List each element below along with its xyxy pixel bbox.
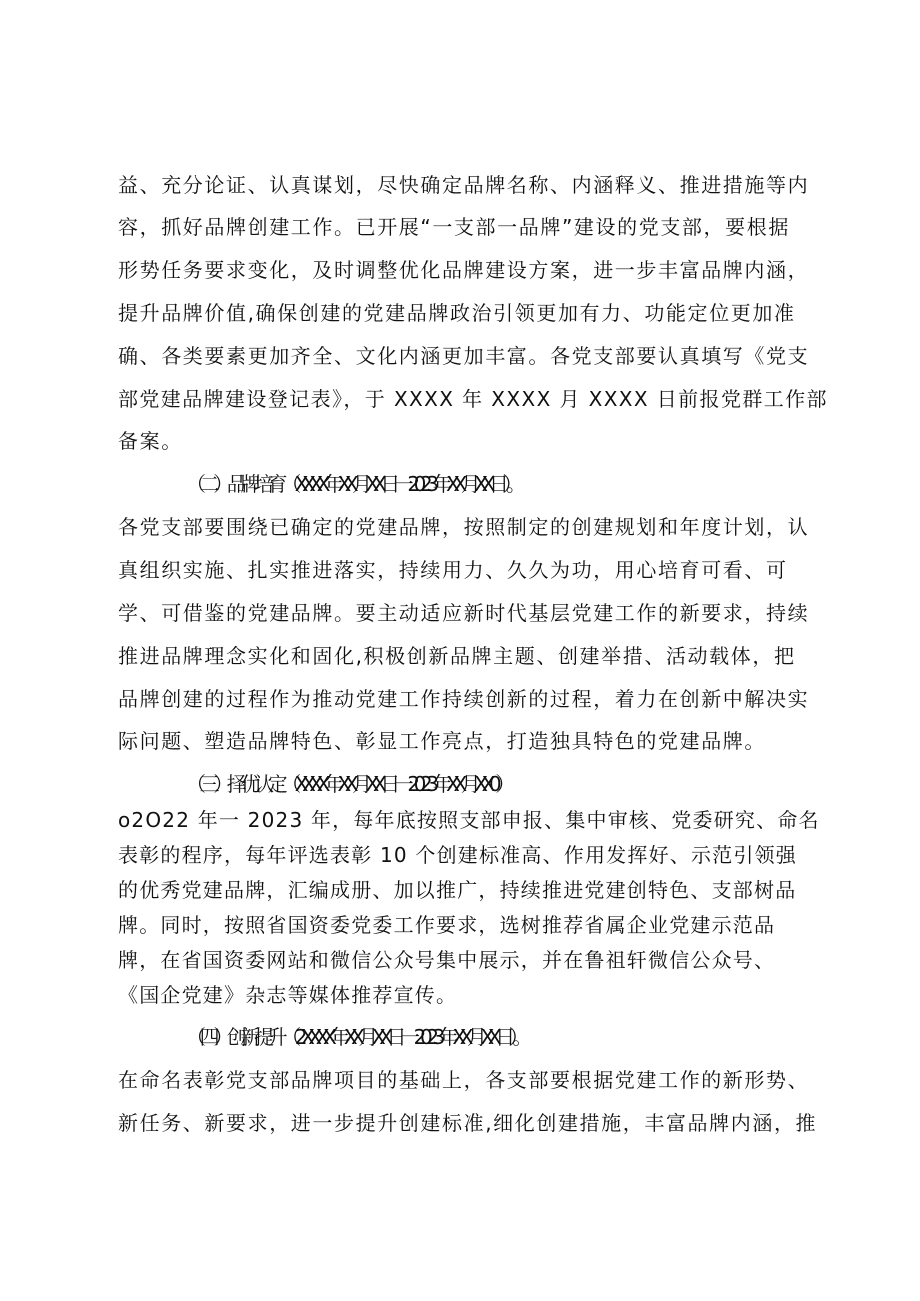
text-line: 在命名表彰党支部品牌项目的基础上，各支部要根据党建工作的新形势、	[118, 1068, 810, 1092]
text-line: 际问题、塑造品牌特色、彰显工作亮点，打造独具特色的党建品牌。	[118, 729, 766, 753]
text-line: 学、可借鉴的党建品牌。要主动适应新时代基层党建工作的新要求，持续	[118, 601, 810, 625]
text-line: 《国企党建》杂志等媒体推荐宣传。	[118, 983, 458, 1007]
text-line: 确、各类要素更加齐全、文化内涵更加丰富。各党支部要认真填写《党支	[118, 344, 810, 368]
text-line: 各党支部要围绕已确定的党建品牌，按照制定的创建规划和年度计划，认	[118, 515, 810, 539]
text-line: 推进品牌理念实化和固化,积极创新品牌主题、创建举措、活动载体，把	[118, 644, 796, 668]
text-line: 品牌创建的过程作为推动党建工作持续创新的过程，着力在创新中解决实	[118, 687, 810, 711]
text-line: 容，抓好品牌创建工作。已开展“一支部一品牌”建设的党支部，要根据	[118, 215, 790, 239]
text-line: 益、充分论证、认真谋划，尽快确定品牌名称、内涵释义、推进措施等内	[118, 173, 810, 197]
section-heading-innovation-upgrade: （四）创新提升（2XXXX 年 XX 月 XX 日一 2023 年 XX 月 XX 日）。	[186, 1025, 526, 1049]
text-line: 新任务、新要求，进一步提升创建标准,细化创建措施，丰富品牌内涵，推	[118, 1111, 818, 1135]
text-line: 提升品牌价值,确保创建的党建品牌政治引领更加有力、功能定位更加准	[118, 301, 796, 325]
section-heading-brand-cultivation: （二）品牌培育（XXXX 年 XX 月 XX 日一 2023 年 XX 月 XX 日）。	[186, 472, 520, 496]
text-line: o2O22 年一 2023 年，每年底按照支部申报、集中审核、党委研究、命名	[118, 808, 820, 832]
section-heading-selection-recognition: （三）择优认定（XXXX 年 XX 月 XX 日一 2023 年 XX 月 XX0）	[186, 772, 509, 796]
text-line: 表彰的程序，每年评选表彰 10 个创建标准高、作用发挥好、示范引领强	[118, 843, 797, 867]
text-line: 备案。	[118, 429, 183, 453]
text-line: 真组织实施、扎实推进落实，持续用力、久久为功，用心培育可看、可	[118, 558, 788, 582]
text-line: 的优秀党建品牌，汇编成册、加以推广，持续推进党建创特色、支部树品	[118, 878, 797, 902]
text-line: 部党建品牌建设登记表》，于 XXXX 年 XXXX 月 XXXX 日前报党群工作部	[118, 387, 828, 411]
text-line: 牌，在省国资委网站和微信公众号集中展示，并在鲁祖轩微信公众号、	[118, 948, 776, 972]
text-line: 牌。同时，按照省国资委党委工作要求，选树推荐省属企业党建示范品	[118, 913, 776, 937]
text-line: 形势任务要求变化，及时调整优化品牌建设方案，进一步丰富品牌内涵，	[118, 258, 810, 282]
